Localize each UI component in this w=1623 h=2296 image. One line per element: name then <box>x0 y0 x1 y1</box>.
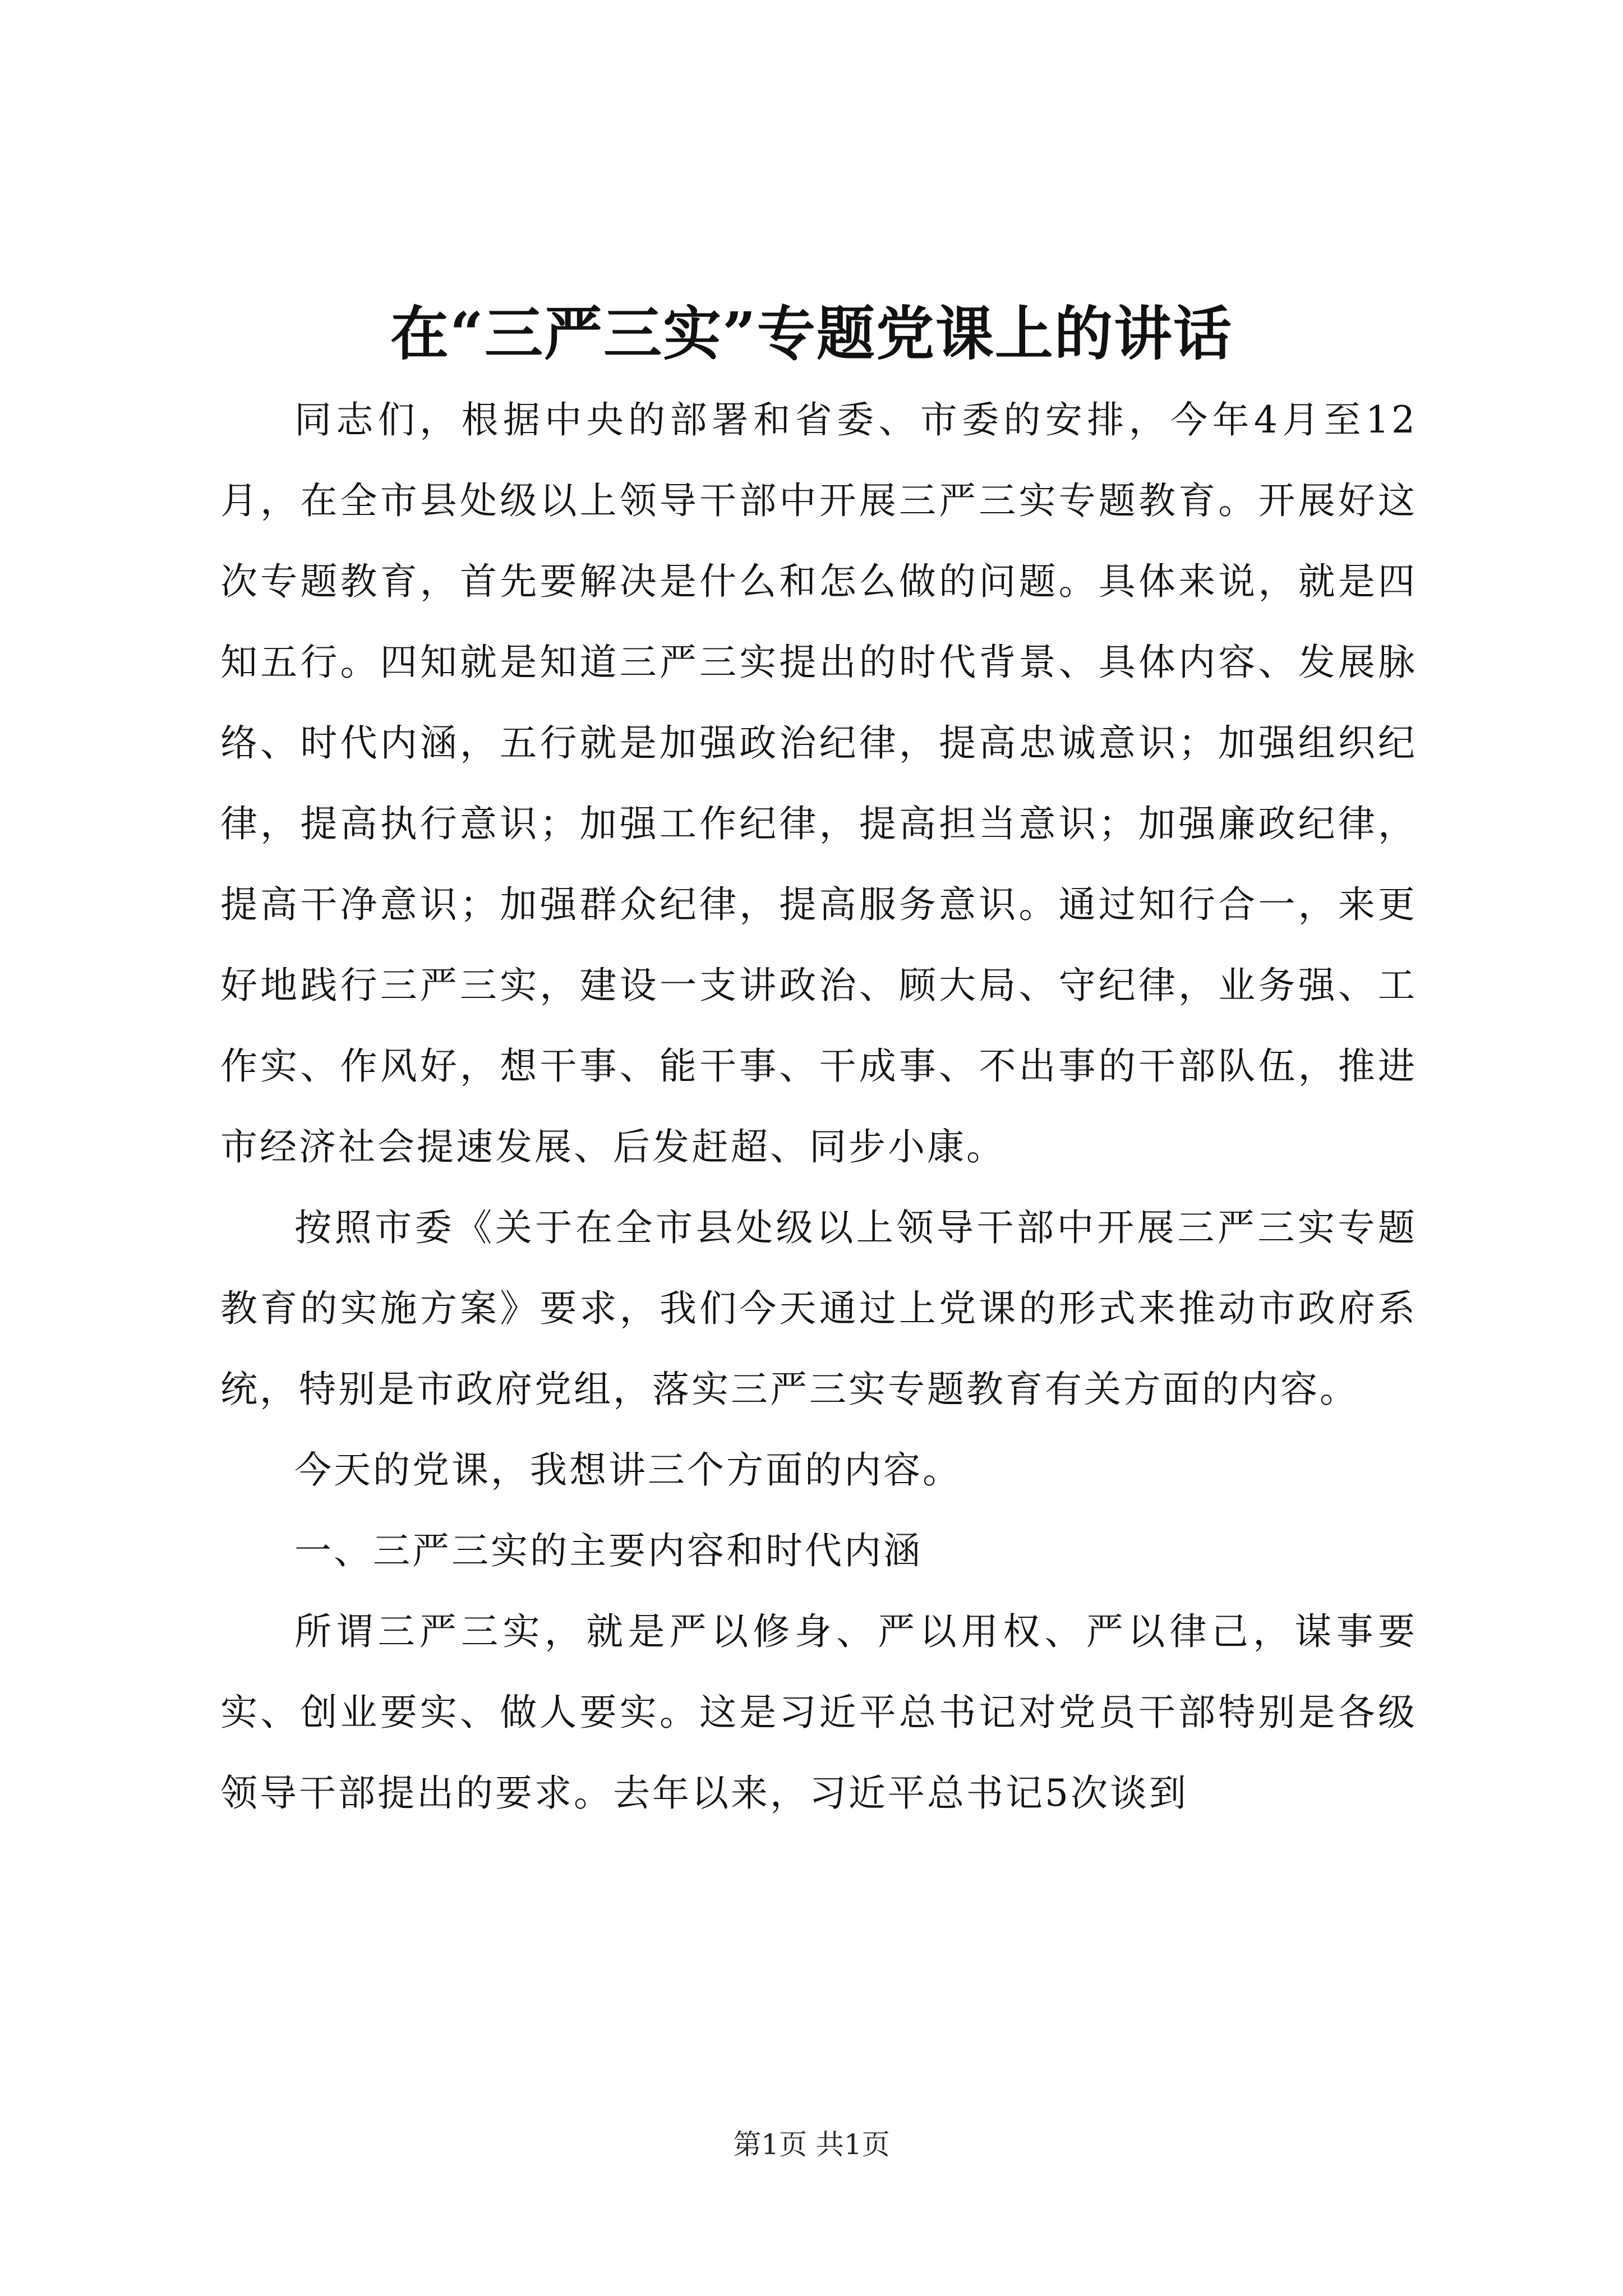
paragraph-definition: 所谓三严三实，就是严以修身、严以用权、严以律己，谋事要实、创业要实、做人要实。这是习近平总书记对党员干部特别是各级领导干部提出的要求。去年以来，习近平总书记5次谈到 <box>220 1610 1417 1815</box>
page-number-footer: 第1页 共1页 <box>733 2128 890 2161</box>
document-body <box>220 380 1417 1834</box>
paragraph-topics: 今天的党课，我想讲三个方面的内容。 <box>294 1448 962 1492</box>
section-heading: 一、三严三实的主要内容和时代内涵 <box>294 1529 923 1572</box>
paragraph-intro: 同志们，根据中央的部署和省委、市委的安排，今年4月至12月，在全市县处级以上领导干部中开展三严三实专题教育。开展好这次专题教育，首先要解决是什么和怎么做的问题。具体来说，就是四知五行。四知就是知道三严三实提出的时代背景、具体内容、发展脉络、时代内涵，五行就是加强政治纪律，提高忠诚意识；加强组织纪律，提高执行意识；加强工作纪律，提高担当意识；加强廉政纪律，提高干净意识；加强群众纪律，提高服务意识。通过知行合一，来更好地践行三严三实，建设一支讲政治、顾大局、守纪律，业务强、工作实、作风好，想干事、能干事、干成事、不出事的干部队伍，推进市经济社会提速发展、后发赶超、同步小康。 <box>220 398 1417 1168</box>
document-title: 在“三严三实”专题党课上的讲话 <box>390 299 1233 368</box>
paragraph-plan: 按照市委《关于在全市县处级以上领导干部中开展三严三实专题教育的实施方案》要求，我们今天通过上党课的形式来推动市政府系统，特别是市政府党组，落实三严三实专题教育有关方面的内容。 <box>220 1206 1417 1411</box>
